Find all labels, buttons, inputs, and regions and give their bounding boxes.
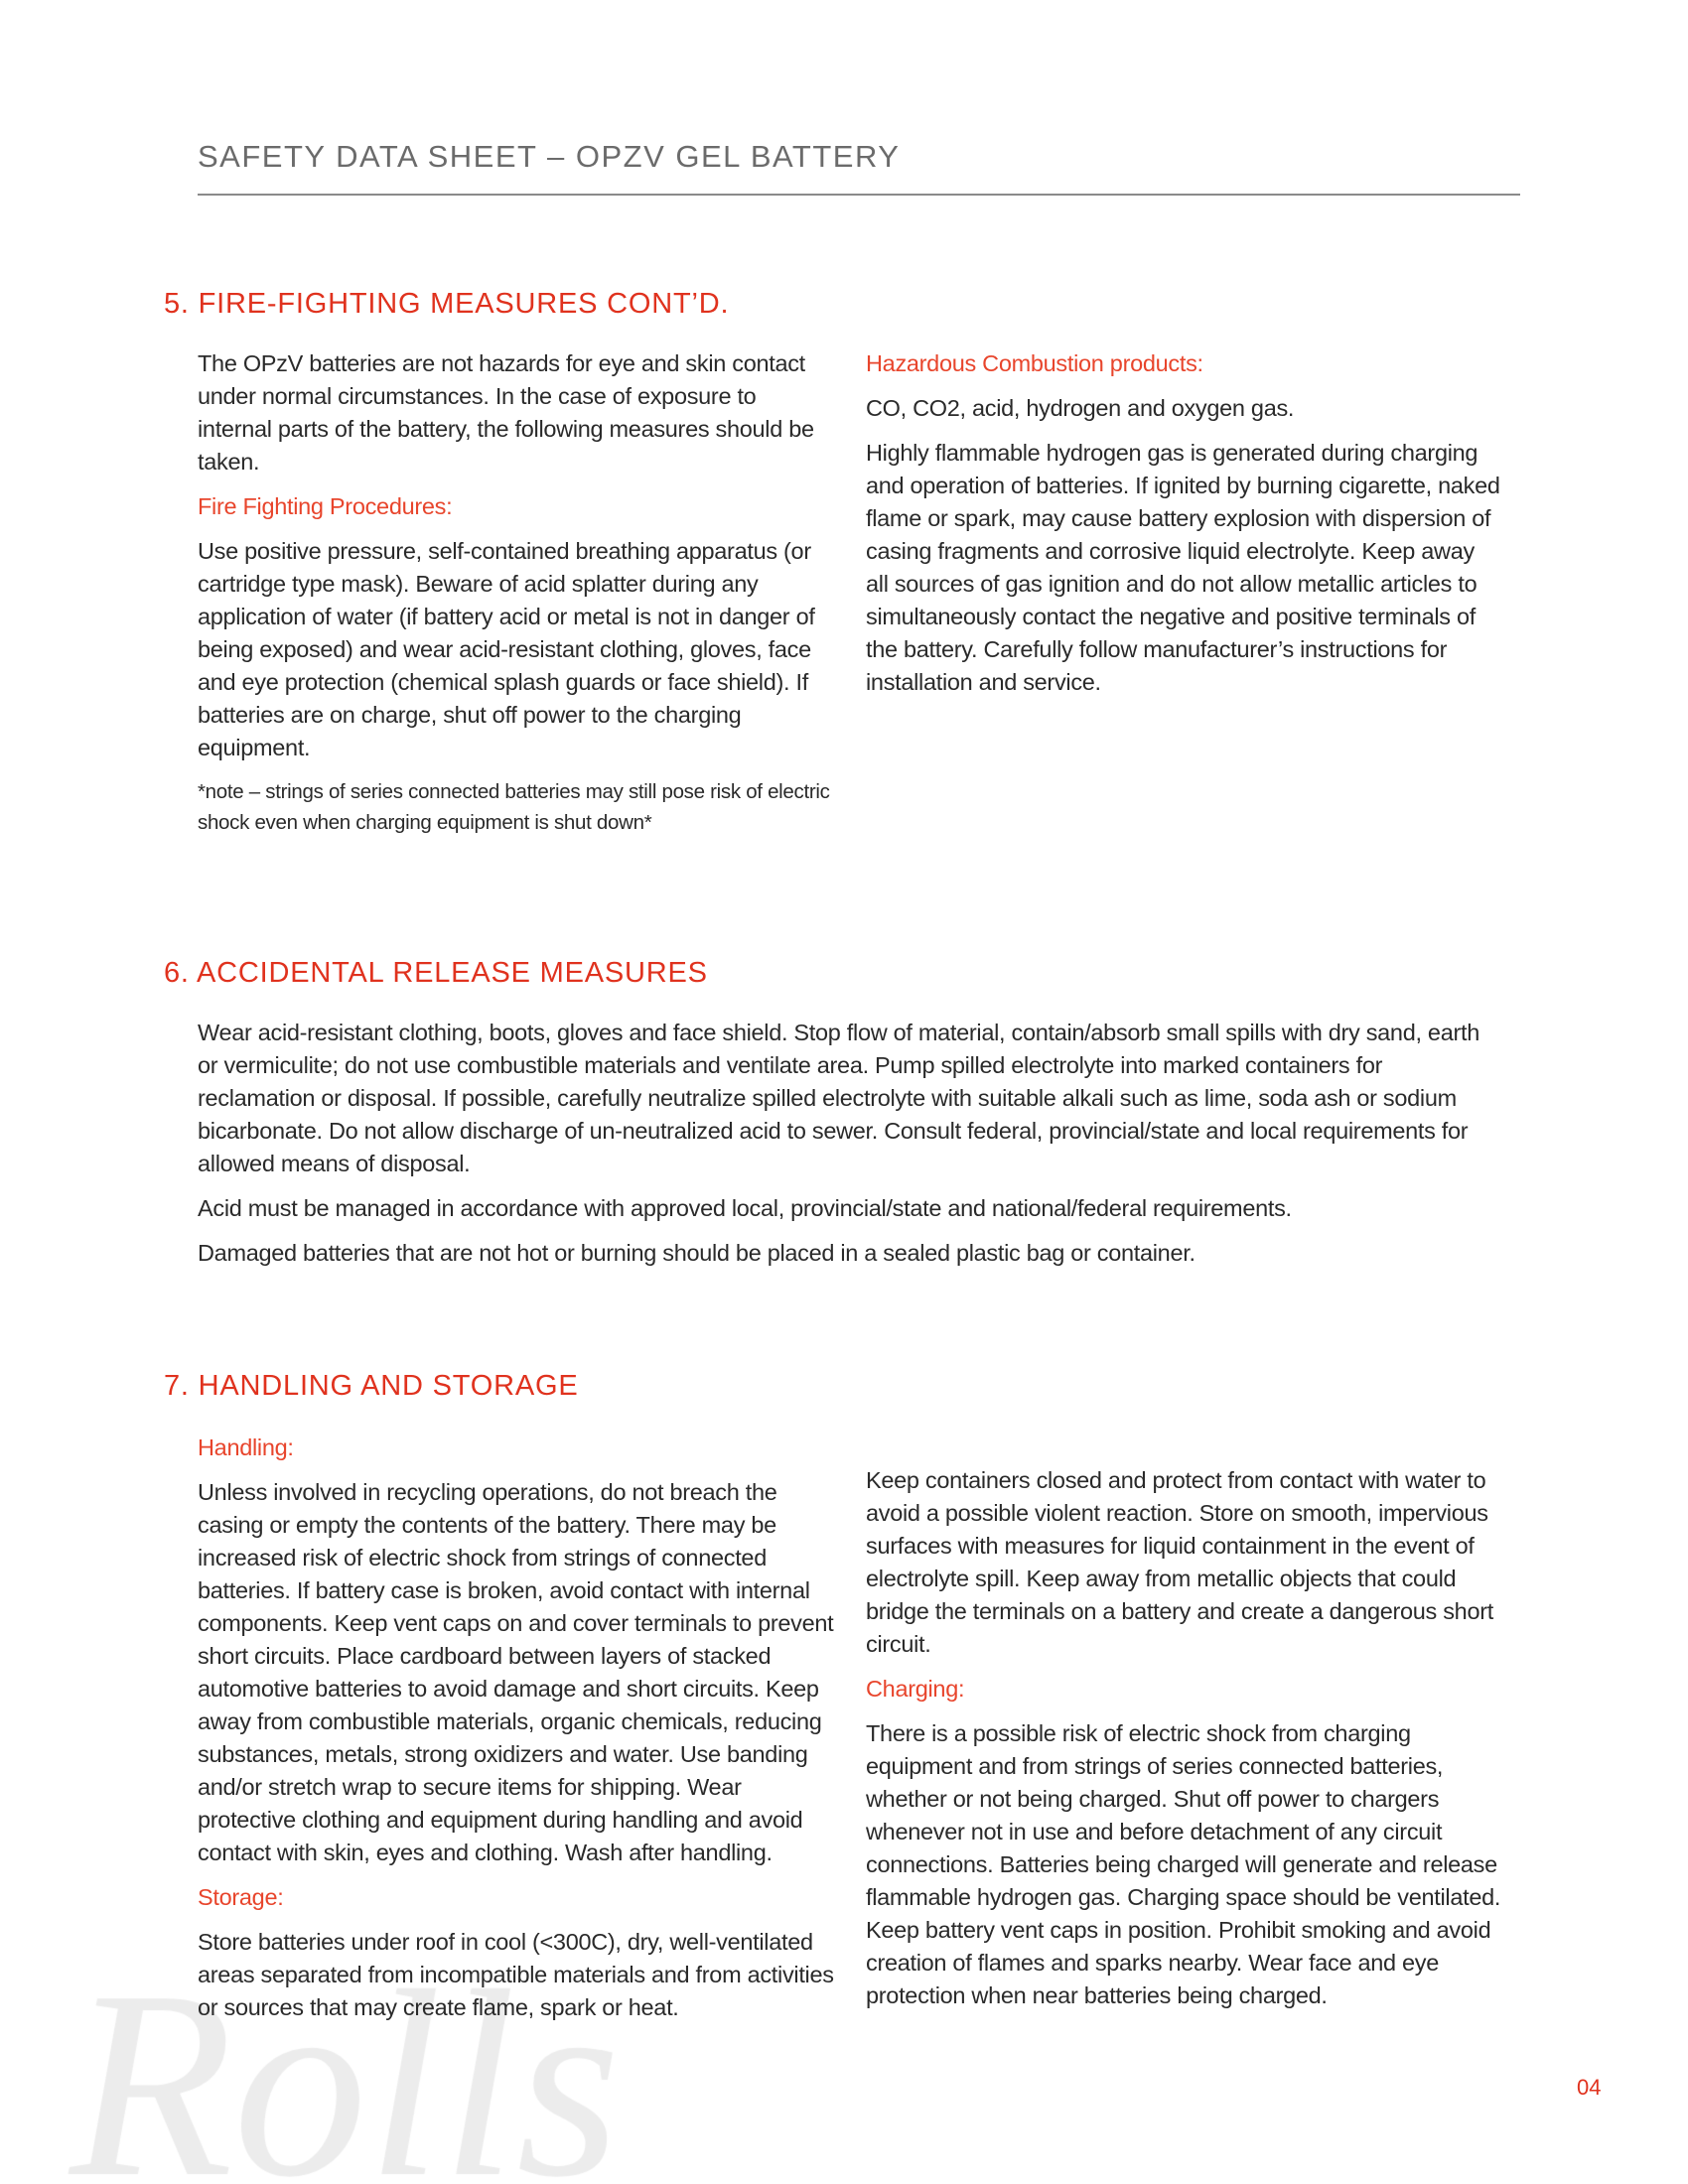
storage-text: Store batteries under roof in cool (<300C), dry, well-ventilated areas separated from incompatible materials and from activities or sources that may create flame, spark or heat. [198, 1929, 834, 2020]
section-5-intro: The OPzV batteries are not hazards for eye and skin contact under normal circumstances. In the case of exposure to internal parts of the battery, the following measures should be taken. [198, 350, 814, 475]
header-divider [198, 194, 1520, 196]
hazardous-combustion-text: CO, CO2, acid, hydrogen and oxygen gas. [866, 395, 1295, 421]
handling-text: Unless involved in recycling operations, do not breach the casing or empty the contents of the battery. There may be increased risk of electric shock from strings of connected batteries. If battery case is broken, avoid contact with internal components. Keep vent caps on and cover terminals to prevent short circuits. Place cardboard between layers of stacked automotive batteries to avoid damage and short circuits. Keep away from combustible materials, organic chemicals, reducing substances, metals, strong oxidizers and water. Use banding and/or stretch wrap to secure items for shipping. Wear protective clothing and equipment during handling and avoid contact with skin, eyes and clothing. Wash after handling. [198, 1479, 834, 1865]
section-6-heading: 6. ACCIDENTAL RELEASE MEASURES [164, 957, 708, 989]
section-7-left-column [198, 1432, 843, 2036]
page-number: 04 [1577, 2075, 1602, 2100]
containers-text: Keep containers closed and protect from contact with water to avoid a possible violent reaction. Store on smooth, impervious surfaces with measures for liquid containment in the event of electrolyte spill. Keep away from metallic objects that could bridge the terminals on a battery and create a dangerous short circuit. [866, 1467, 1493, 1657]
section-5-heading: 5. FIRE-FIGHTING MEASURES CONT’D. [164, 288, 730, 320]
charging-text: There is a possible risk of electric shock from charging equipment and from strings of series connected batteries, whether or not being charged. Shut off power to chargers whenever not in use and before detachment of any circuit connections. Batteries being charged will generate and release flammable hydrogen gas. Charging space should be ventilated. Keep battery vent caps in position. Prohibit smoking and avoid creation of flames and sparks nearby. Wear face and eye protection when near batteries being charged. [866, 1720, 1501, 2008]
section-5-right-column [866, 347, 1501, 711]
section-6-body [198, 1017, 1488, 1282]
series-battery-note: *note – strings of series connected batteries may still pose risk of electric shock even when charging equipment is shut down* [198, 780, 830, 834]
section-6-paragraph: Wear acid-resistant clothing, boots, gloves and face shield. Stop flow of material, contain/absorb small spills with dry sand, earth or vermiculite; do not use combustible materials and ventilate area. Pump spilled electrolyte into marked containers for reclamation or disposal. If possible, carefully neutralize spilled electrolyte with suitable alkali such as lime, soda ash or sodium bicarbonate. Do not allow discharge of un-neutralized acid to sewer. Consult federal, provincial/state and local requirements for allowed means of disposal. [198, 1020, 1479, 1176]
section-5-left-column [198, 347, 833, 850]
section-6-paragraph: Damaged batteries that are not hot or burning should be placed in a sealed plastic bag or container. [198, 1240, 1196, 1266]
storage-label: Storage: [198, 1884, 284, 1910]
handling-label: Handling: [198, 1434, 294, 1460]
section-6-paragraph: Acid must be managed in accordance with approved local, provincial/state and national/federal requirements. [198, 1195, 1292, 1221]
hydrogen-gas-text: Highly flammable hydrogen gas is generated during charging and operation of batteries. If ignited by burning cigarette, naked flame or spark, may cause battery explosion with dispersion of casing fragments and corrosive liquid electrolyte. Keep away all sources of gas ignition and do not allow metallic articles to simultaneously contact the negative and positive terminals of the battery. Carefully follow manufacturer’s instructions for installation and service. [866, 440, 1500, 695]
hazardous-combustion-label: Hazardous Combustion products: [866, 350, 1203, 376]
fire-fighting-procedures-text: Use positive pressure, self-contained breathing apparatus (or cartridge type mask). Beware of acid splatter during any application of water (if battery acid or metal is not in danger of being exposed) and wear acid-resistant clothing, gloves, face and eye protection (chemical splash guards or face shield). If batteries are on charge, shut off power to the charging equipment. [198, 538, 815, 760]
section-7-right-column [866, 1464, 1501, 2024]
fire-fighting-procedures-label: Fire Fighting Procedures: [198, 493, 453, 519]
charging-label: Charging: [866, 1676, 965, 1702]
section-7-heading: 7. HANDLING AND STORAGE [164, 1370, 579, 1402]
document-title: SAFETY DATA SHEET – OPZV GEL BATTERY [198, 139, 901, 174]
